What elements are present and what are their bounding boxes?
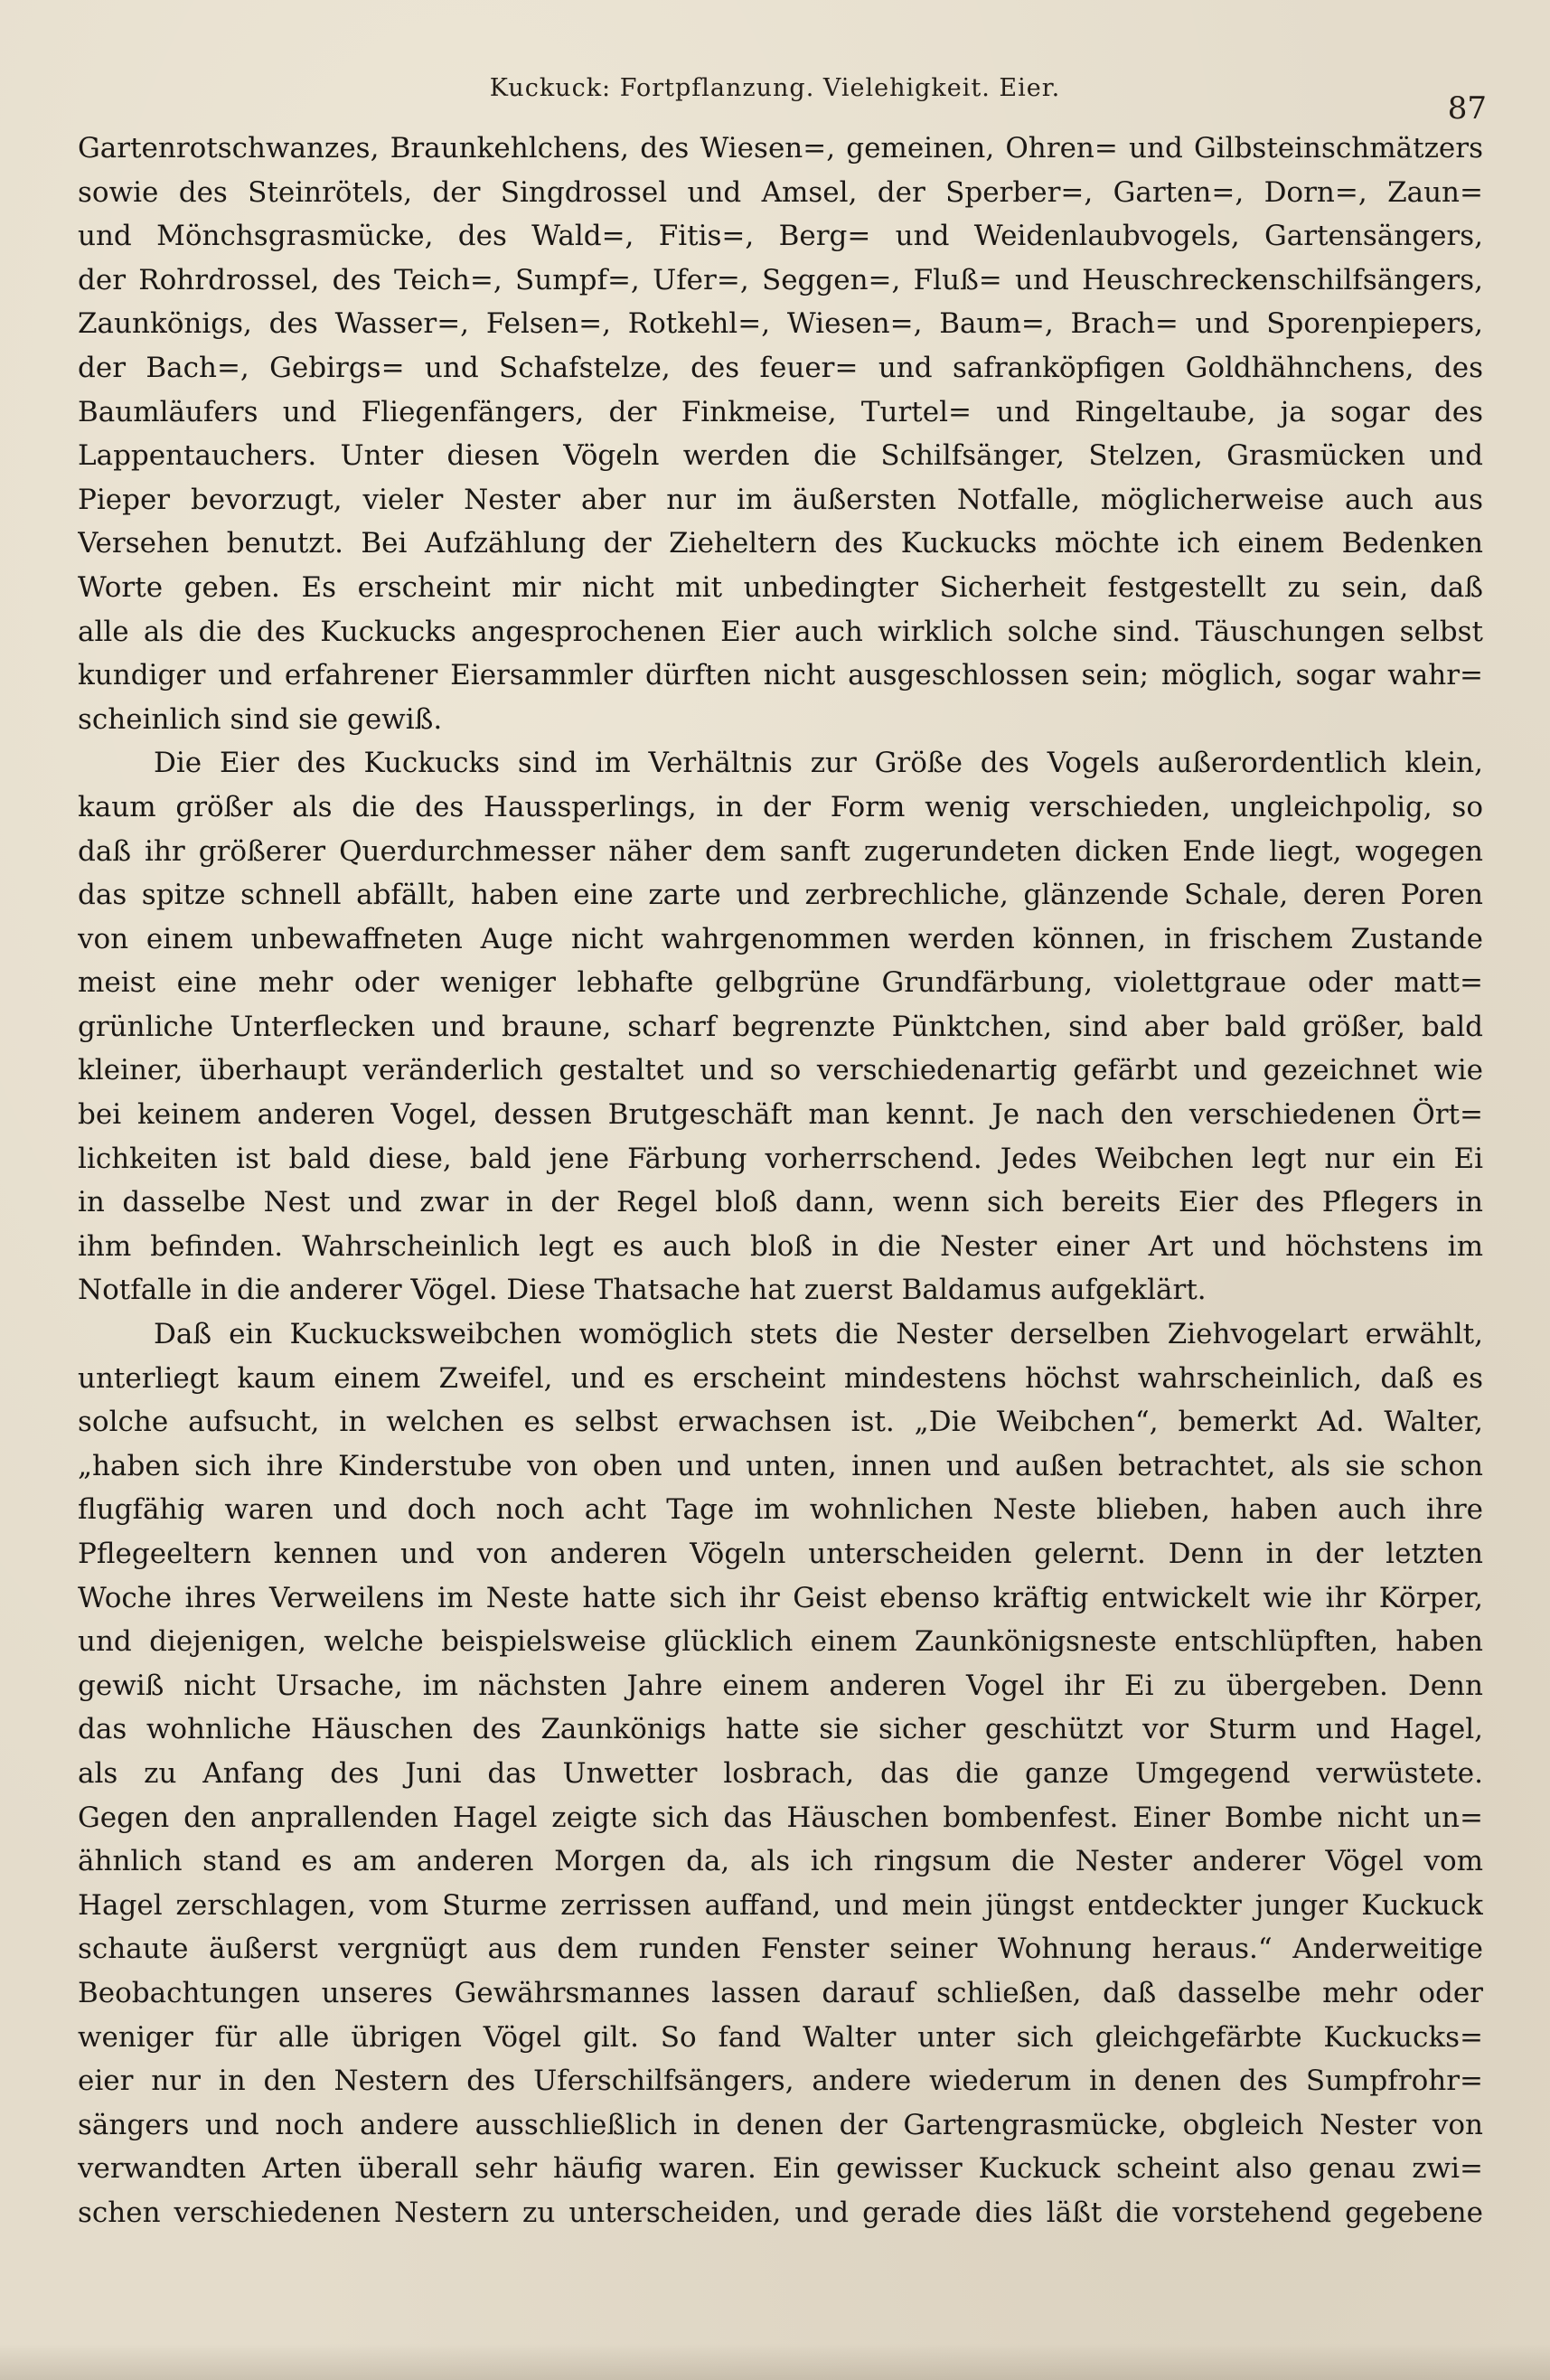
text-line: in dasselbe Nest und zwar in der Regel bloß dann, wenn sich bereits Eier des Pflegers in xyxy=(78,1186,1483,1219)
text-line: lichkeiten ist bald diese, bald jene Färbung vorherrschend. Jedes Weibchen legt nur ein Ei xyxy=(78,1142,1483,1175)
text-line: kundiger und erfahrener Eiersammler dürften nicht ausgeschlossen sein; möglich, sogar wahr= xyxy=(78,659,1483,692)
text-line: das wohnliche Häuschen des Zaunkönigs hatte sie sicher geschützt vor Sturm und Hagel, xyxy=(78,1713,1483,1746)
text-block xyxy=(78,127,1483,2235)
text-line: Zaunkönigs, des Wasser=, Felsen=, Rotkehl=, Wiesen=, Baum=, Brach= und Sporenpiepers, xyxy=(78,307,1483,341)
text-line: eier nur in den Nestern des Uferschilfsängers, andere wiederum in denen des Sumpfrohr= xyxy=(78,2065,1483,2098)
text-line: sowie des Steinrötels, der Singdrossel und Amsel, der Sperber=, Garten=, Dorn=, Zaun= xyxy=(78,175,1483,209)
text-line: Beobachtungen unseres Gewährsmannes lassen darauf schließen, daß dasselbe mehr oder xyxy=(78,1976,1483,2009)
text-line: meist eine mehr oder weniger lebhafte gelbgrüne Grundfärbung, violettgraue oder matt= xyxy=(78,966,1483,1000)
text-line: Versehen benutzt. Bei Aufzählung der Zieheltern des Kuckucks möchte ich einem Bedenken xyxy=(78,527,1483,560)
text-line: das spitze schnell abfällt, haben eine zarte und zerbrechliche, glänzende Schale, deren Poren xyxy=(78,879,1483,912)
page-number: 87 xyxy=(1447,90,1487,127)
text-line: von einem unbewaffneten Auge nicht wahrgenommen werden können, in frischem Zustande xyxy=(78,922,1483,955)
text-line: kaum größer als die des Haussperlings, in der Form wenig verschieden, ungleichpolig, so xyxy=(78,790,1483,823)
text-line: weniger für alle übrigen Vögel gilt. So fand Walter unter sich gleichgefärbte Kuckucks= xyxy=(78,2020,1483,2054)
text-line: Die Eier des Kuckucks sind im Verhältnis zur Größe des Vogels außerordentlich klein, xyxy=(154,747,1483,780)
text-line: Worte geben. Es erscheint mir nicht mit unbedingter Sicherheit festgestellt zu sein, daß xyxy=(78,570,1483,604)
text-line: schaute äußerst vergnügt aus dem runden Fenster seiner Wohnung heraus.“ Anderweitige xyxy=(78,1933,1483,1966)
text-line: ihm befinden. Wahrscheinlich legt es auch bloß in die Nester einer Art und höchstens im xyxy=(78,1229,1483,1263)
text-line: Hagel zerschlagen, vom Sturme zerrissen auffand, und mein jüngst entdeckter junger Kuckuck xyxy=(78,1888,1483,1922)
text-line: Daß ein Kuckucksweibchen womöglich stets die Nester derselben Ziehvogelart erwählt, xyxy=(154,1318,1483,1351)
text-line: daß ihr größerer Querdurchmesser näher dem sanft zugerundeten dicken Ende liegt, wogegen xyxy=(78,834,1483,868)
text-line: schen verschiedenen Nestern zu unterscheiden, und gerade dies läßt die vorstehend gegebene xyxy=(78,2196,1483,2229)
paragraph-2 xyxy=(78,741,1483,1312)
text-line: Baumläufers und Fliegenfängers, der Finkmeise, Turtel= und Ringeltaube, ja sogar des xyxy=(78,395,1483,428)
text-line: gewiß nicht Ursache, im nächsten Jahre einem anderen Vogel ihr Ei zu übergeben. Denn xyxy=(78,1669,1483,1702)
text-line: der Rohrdrossel, des Teich=, Sumpf=, Ufer=, Seggen=, Fluß= und Heuschreckenschilfsängers, xyxy=(78,263,1483,296)
paragraph-3 xyxy=(78,1312,1483,2234)
text-line: der Bach=, Gebirgs= und Schafstelze, des feuer= und safranköpfigen Goldhähnchens, des xyxy=(78,351,1483,384)
text-line: Pieper bevorzugt, vieler Nester aber nur im äußersten Notfalle, möglicherweise auch aus xyxy=(78,483,1483,516)
text-line: ähnlich stand es am anderen Morgen da, als ich ringsum die Nester anderer Vögel vom xyxy=(78,1845,1483,1878)
text-line: Gartenrotschwanzes, Braunkehlchens, des Wiesen=, gemeinen, Ohren= und Gilbsteinschmätzers xyxy=(78,132,1483,165)
text-line: alle als die des Kuckucks angesprochenen Eier auch wirklich solche sind. Täuschungen selbst xyxy=(78,615,1483,648)
text-line: und Mönchsgrasmücke, des Wald=, Fitis=, Berg= und Weidenlaubvogels, Gartensängers, xyxy=(78,220,1483,253)
text-line: scheinlich sind sie gewiß. xyxy=(78,702,443,736)
page-edge-shadow xyxy=(0,2344,1550,2380)
text-line: verwandten Arten überall sehr häufig waren. Ein gewisser Kuckuck scheint also genau zwi= xyxy=(78,2152,1483,2186)
text-line: bei keinem anderen Vogel, dessen Brutgeschäft man kennt. Je nach den verschiedenen Ört= xyxy=(78,1098,1483,1132)
text-line: sängers und noch andere ausschließlich in denen der Gartengrasmücke, obgleich Nester von xyxy=(78,2108,1483,2141)
text-line: kleiner, überhaupt veränderlich gestaltet und so verschiedenartig gefärbt und gezeichnet wie xyxy=(78,1054,1483,1087)
text-line: „haben sich ihre Kinderstube von oben und unten, innen und außen betrachtet, als sie schon xyxy=(78,1449,1483,1482)
text-line: unterliegt kaum einem Zweifel, und es erscheint mindestens höchst wahrscheinlich, daß es xyxy=(78,1361,1483,1395)
running-head: Kuckuck: Fortpflanzung. Vielehigkeit. Eier. xyxy=(489,74,1061,102)
text-line: Lappentauchers. Unter diesen Vögeln werden die Schilfsänger, Stelzen, Grasmücken und xyxy=(78,439,1483,473)
text-line: Notfalle in die anderer Vögel. Diese Thatsache hat zuerst Baldamus aufgeklärt. xyxy=(78,1274,1207,1307)
text-line: Woche ihres Verweilens im Neste hatte sich ihr Geist ebenso kräftig entwickelt wie ihr Körper, xyxy=(78,1581,1483,1614)
text-line: Gegen den anprallenden Hagel zeigte sich das Häuschen bombenfest. Einer Bombe nicht un= xyxy=(78,1801,1483,1834)
text-line: solche aufsucht, in welchen es selbst erwachsen ist. „Die Weibchen“, bemerkt Ad. Walter, xyxy=(78,1406,1483,1439)
text-line: als zu Anfang des Juni das Unwetter losbrach, das die ganze Umgegend verwüstete. xyxy=(78,1756,1483,1790)
text-line: und diejenigen, welche beispielsweise glücklich einem Zaunkönigsneste entschlüpften, haben xyxy=(78,1625,1483,1659)
text-line: flugfähig waren und doch noch acht Tage im wohnlichen Neste blieben, haben auch ihre xyxy=(78,1493,1483,1527)
paragraph-1 xyxy=(78,127,1483,741)
text-line: grünliche Unterflecken und braune, scharf begrenzte Pünktchen, sind aber bald größer, bald xyxy=(78,1010,1483,1043)
text-line: Pflegeeltern kennen und von anderen Vögeln unterscheiden gelernt. Denn in der letzten xyxy=(78,1538,1483,1570)
